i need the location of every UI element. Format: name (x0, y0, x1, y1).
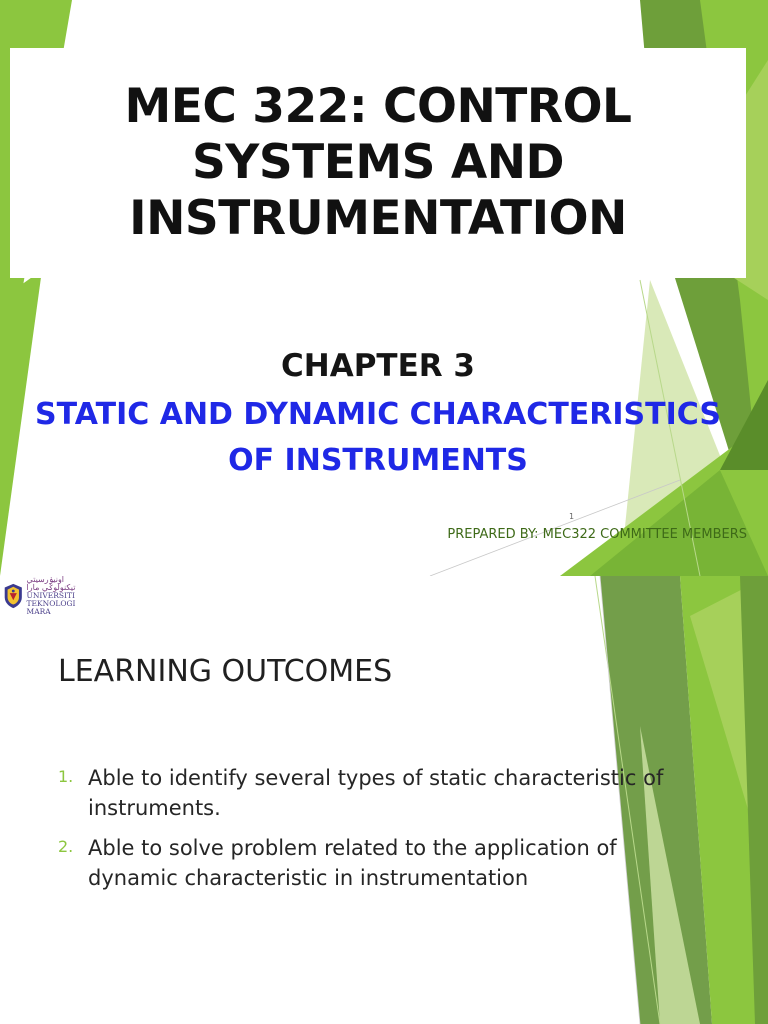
logo-jawi-text: اونيۏرسيتي تيكنولوݢي مارا (26, 576, 76, 592)
prepared-by: PREPARED BY: MEC322 COMMITTEE MEMBERS (447, 527, 747, 542)
logo-line-3: MARA (26, 607, 51, 616)
learning-outcomes-heading: LEARNING OUTCOMES (58, 654, 393, 689)
logo-line-1: UNIVERSITI (26, 591, 75, 600)
logo-line-2: TEKNOLOGI (26, 599, 76, 608)
list-text: Able to identify several types of static characteristic of instruments. (88, 766, 664, 820)
list-number: 2. (58, 837, 74, 856)
chapter-subtitle (0, 392, 756, 484)
slide-number: 1 (569, 512, 575, 521)
list-number: 1. (58, 767, 74, 786)
title-box (10, 48, 746, 278)
outcomes-list (58, 763, 708, 903)
list-text: Able to solve problem related to the application of dynamic characteristic in instrumentation (88, 836, 617, 890)
slide-title: MEC 322: CONTROL SYSTEMS AND INSTRUMENTATION (124, 79, 632, 246)
uitm-wordmark (27, 576, 90, 616)
list-item (58, 763, 708, 823)
uitm-logo (4, 576, 90, 616)
subtitle-line-1: STATIC AND DYNAMIC CHARACTERISTICS (35, 397, 721, 432)
subtitle-line-2: OF INSTRUMENTS (228, 443, 528, 478)
learning-outcomes-slide (0, 576, 768, 1024)
list-item (58, 833, 708, 893)
chapter-label: CHAPTER 3 (281, 348, 475, 384)
uitm-crest-icon (4, 578, 23, 614)
